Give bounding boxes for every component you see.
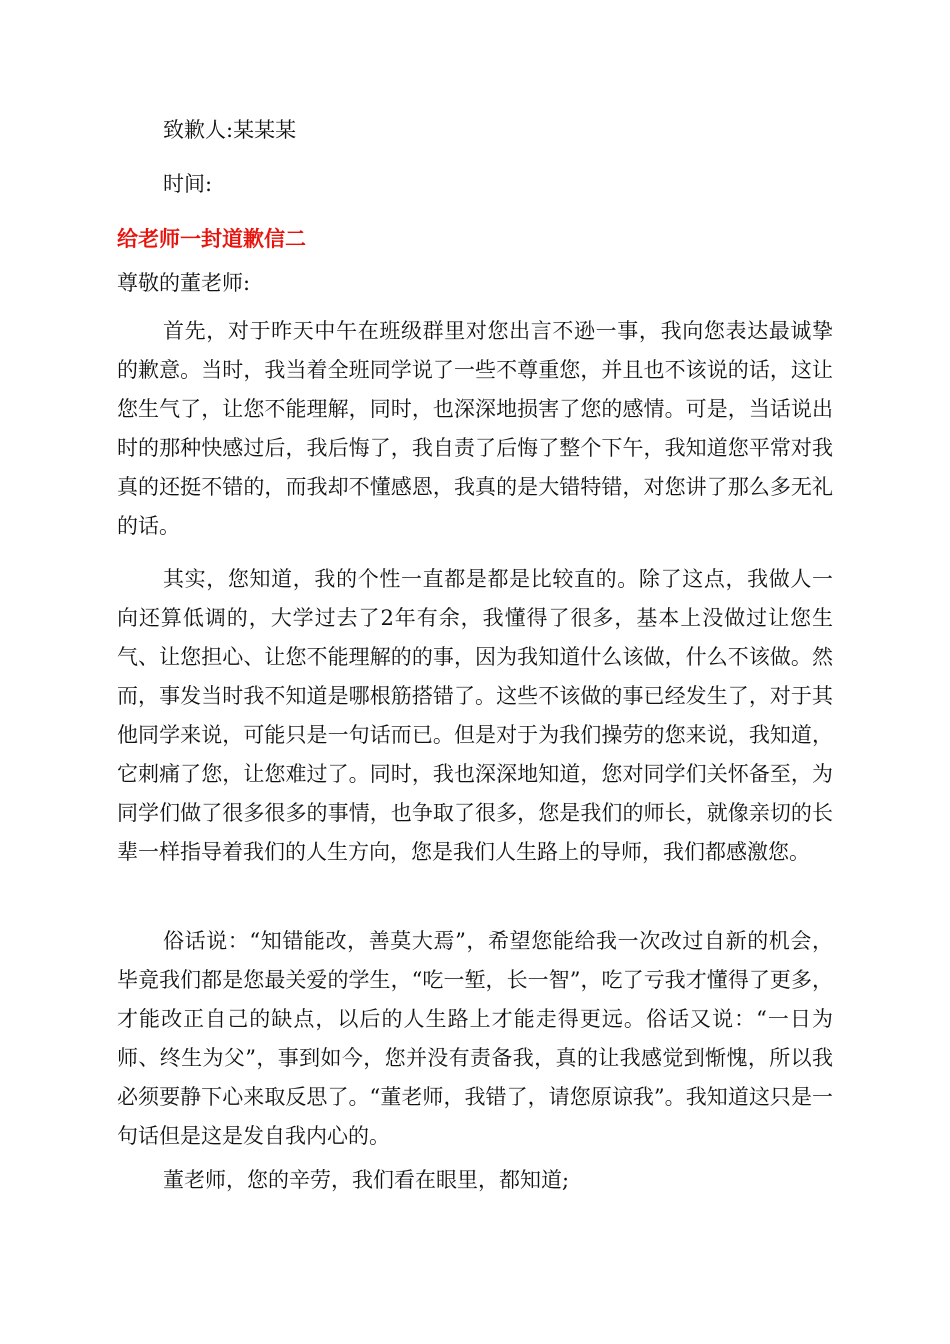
- paragraph-4: 董老师，您的辛劳，我们看在眼里，都知道;: [163, 1168, 570, 1192]
- date-line: 时间:: [163, 172, 213, 196]
- letter-title: 给老师一封道歉信二: [117, 227, 306, 251]
- salutation: 尊敬的董老师:: [117, 271, 251, 295]
- signer-line: 致歉人:某某某: [163, 118, 297, 142]
- paragraph-2: 其实，您知道，我的个性一直都是都是比较直的。除了这点，我做人一向还算低调的，大学过去了2年有余，我懂得了很多，基本上没做过让您生气、让您担心、让您不能理解的的事，因为我知道什么该做，什么不该做。然而，事发当时我不知道是哪根筋搭错了。这些不该做的事已经发生了，对于其他同学来说，可能只是一句话而已。但是对于为我们操劳的您来说，我知道，它刺痛了您，让您难过了。同时，我也深深地知道，您对同学们关怀备至，为同学们做了很多很多的事情，也争取了很多，您是我们的师长，就像亲切的长辈一样指导着我们的人生方向，您是我们人生路上的导师，我们都感激您。: [117, 567, 833, 864]
- paragraph-1: 首先，对于昨天中午在班级群里对您出言不逊一事，我向您表达最诚挚的歉意。当时，我当着全班同学说了一些不尊重您，并且也不该说的话，这让您生气了，让您不能理解，同时，也深深地损害了您的感情。可是，当话说出时的那种快感过后，我后悔了，我自责了后悔了整个下午，我知道您平常对我真的还挺不错的，而我却不懂感恩，我真的是大错特错，对您讲了那么多无礼的话。: [117, 319, 833, 538]
- paragraph-3: 俗话说：“知错能改，善莫大焉”，希望您能给我一次改过自新的机会，毕竟我们都是您最关爱的学生，“吃一堑，长一智”，吃了亏我才懂得了更多，才能改正自己的缺点，以后的人生路上才能走得更远。俗话又说：“一日为师、终生为父”，事到如今，您并没有责备我，真的让我感觉到惭愧，所以我必须要静下心来取反思了。“董老师，我错了，请您原谅我”。我知道这只是一句话但是这是发自我内心的。: [117, 929, 833, 1148]
